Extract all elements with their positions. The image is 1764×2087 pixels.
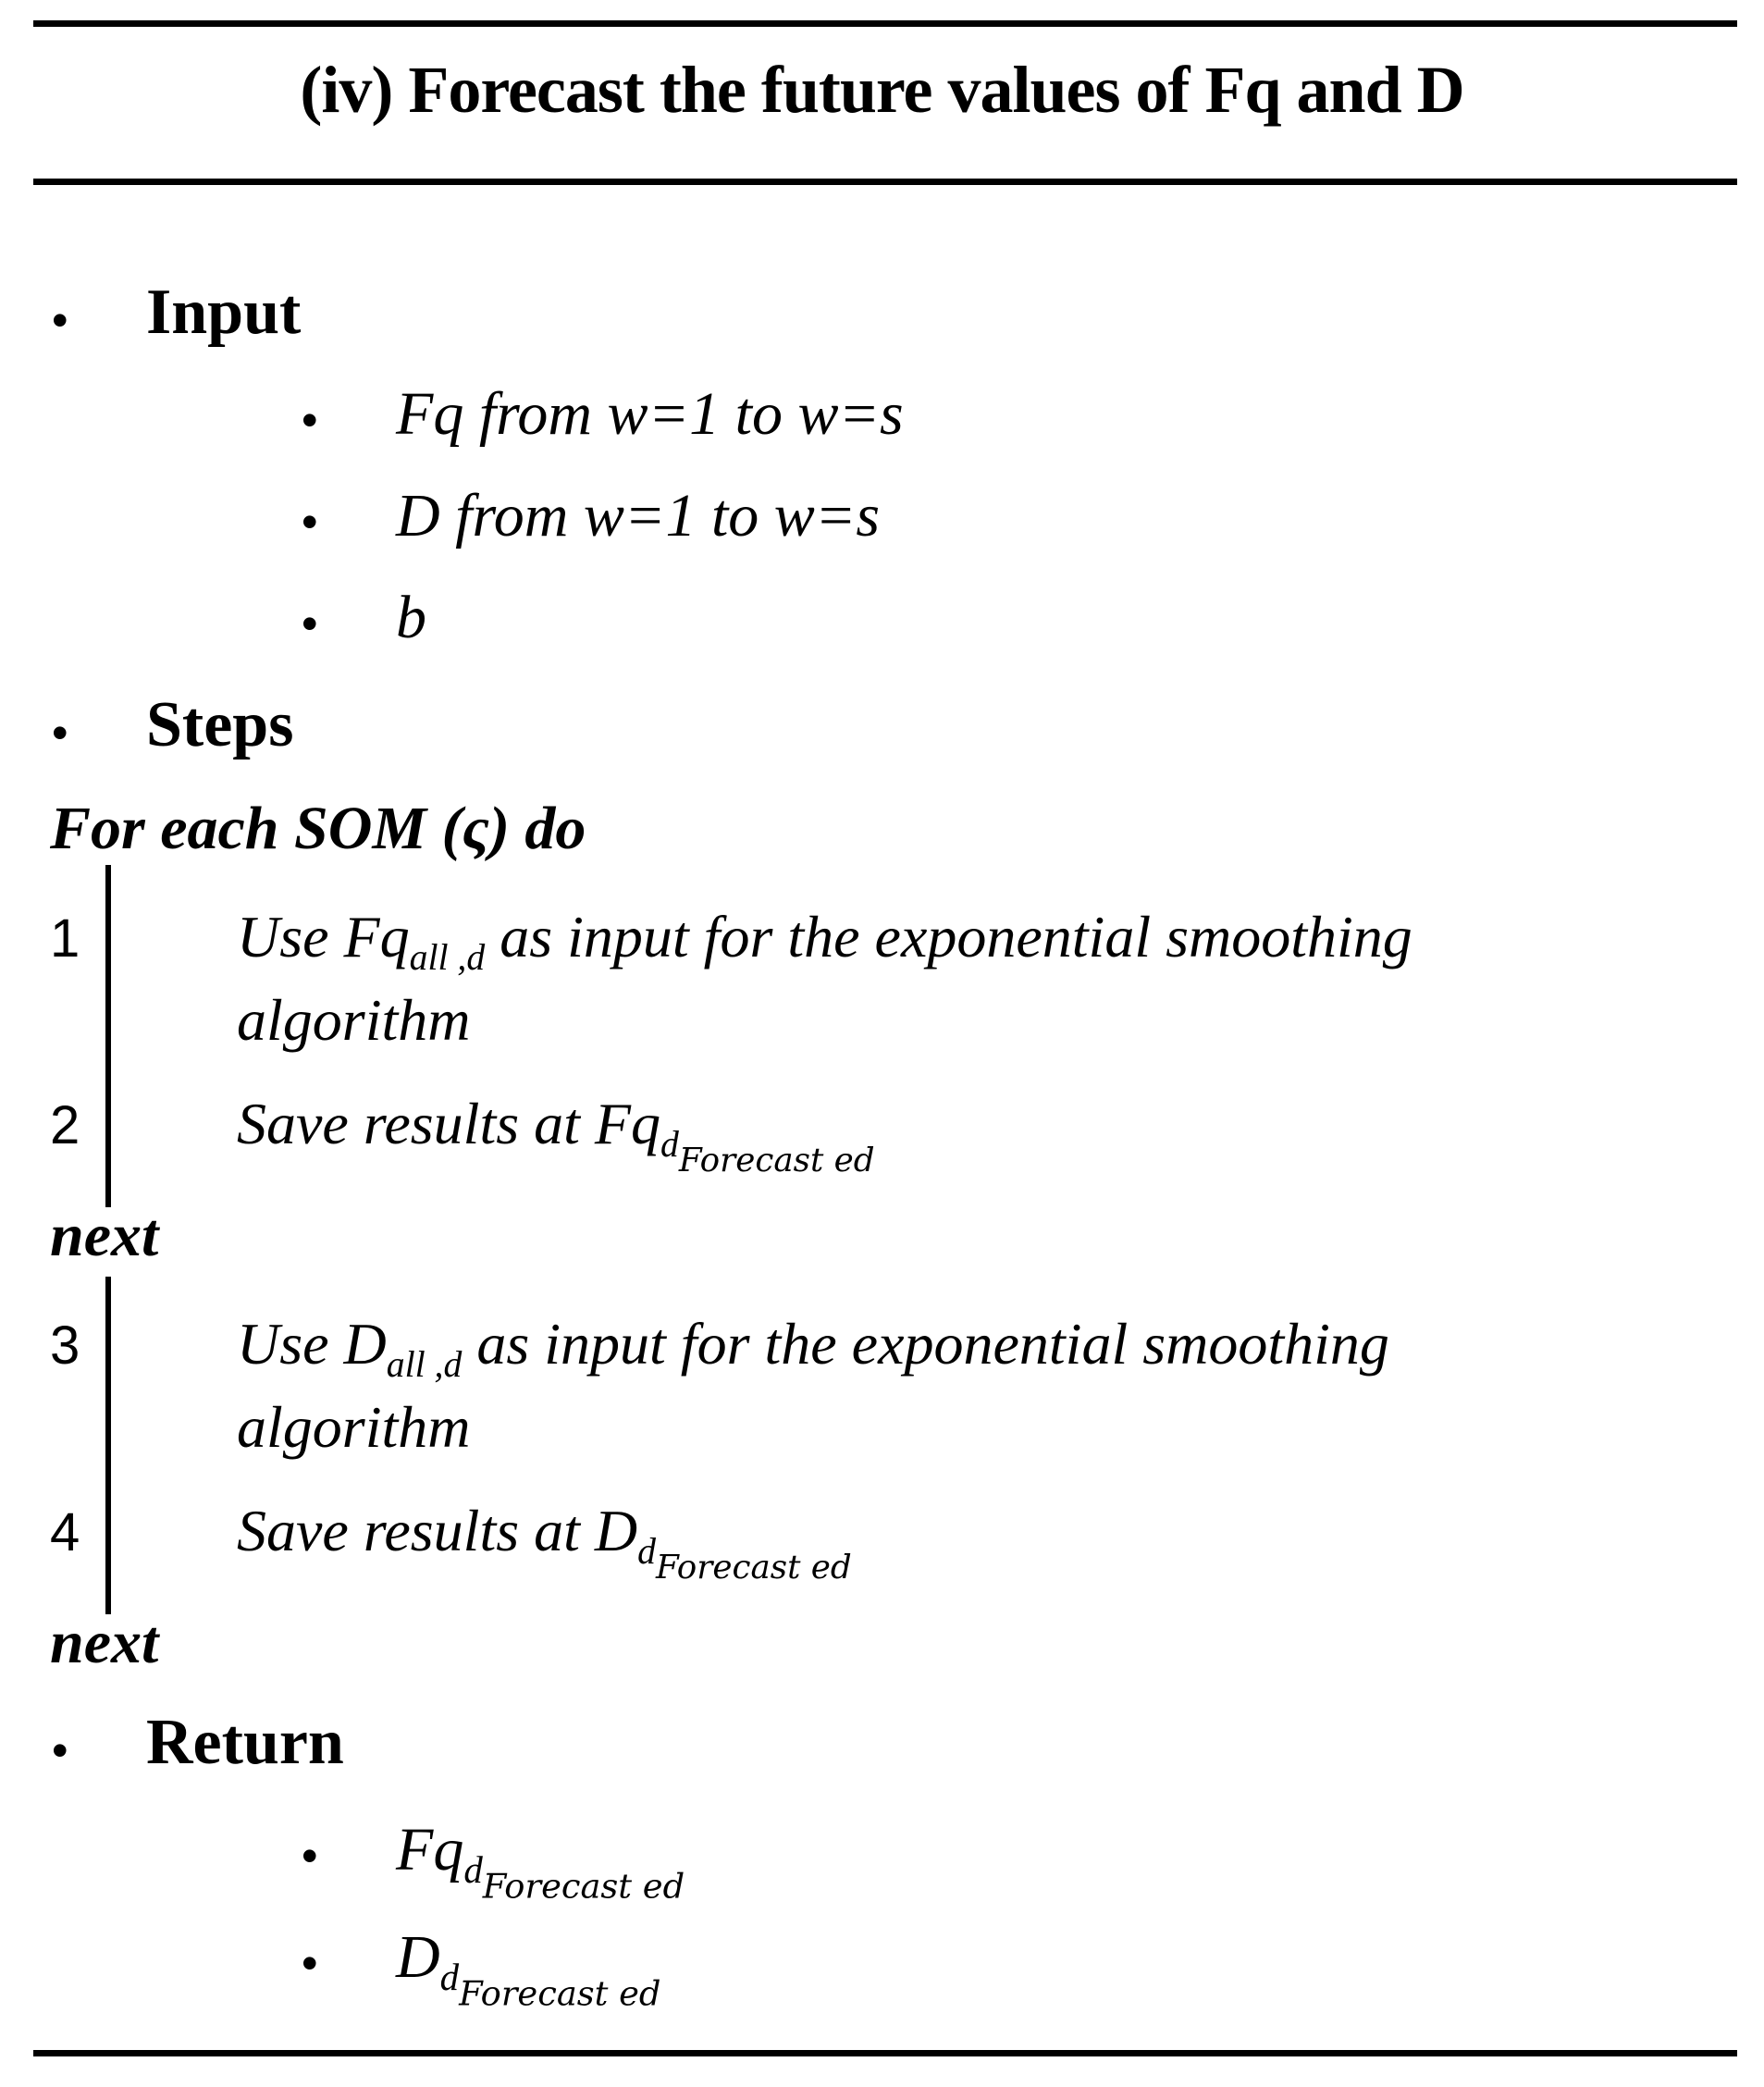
step-number: 1 <box>50 908 80 969</box>
bullet: • <box>302 598 318 649</box>
bullet: • <box>52 1724 68 1776</box>
bullet: • <box>302 496 318 548</box>
step-line: Save results at $D_{d_{Forecast ed}}$ <box>237 1498 852 1587</box>
page-title: (iv) Forecast the future values of Fq and D <box>300 53 1464 127</box>
bullet: • <box>302 1830 318 1882</box>
step-number: 2 <box>50 1095 80 1155</box>
next-keyword: next <box>50 1202 159 1269</box>
step-line: Use $Fq_{all ,d}$ as input for the exponential smoothing <box>237 904 1412 978</box>
return-item: $D_{d_{Forecast ed}}$ <box>396 1923 661 2014</box>
title-rule <box>33 179 1737 185</box>
step-line: Use $D_{all ,d}$ as input for the exponential smoothing <box>237 1311 1389 1385</box>
step-line: Save results at $Fq_{d_{Forecast ed}}$ <box>237 1091 875 1179</box>
loop-bar <box>105 1277 111 1614</box>
input-heading: Input <box>146 277 302 348</box>
step-line-continuation: algorithm <box>237 987 471 1053</box>
step-number: 4 <box>50 1502 80 1562</box>
return-item: $Fq_{d_{Forecast ed}}$ <box>396 1816 685 1907</box>
next-keyword: next <box>50 1609 159 1676</box>
loop-bar <box>105 865 111 1207</box>
input-item: D from w=1 to w=s <box>396 482 881 550</box>
step-line-continuation: algorithm <box>237 1394 471 1460</box>
bullet: • <box>52 294 68 346</box>
bullet: • <box>302 1937 318 1989</box>
top-rule <box>33 20 1737 27</box>
loop-header: For each SOM (ς) do <box>50 795 586 862</box>
bullet: • <box>52 707 68 759</box>
steps-heading: Steps <box>146 689 294 760</box>
bottom-rule <box>33 2050 1737 2056</box>
input-item: b <box>396 584 426 651</box>
return-heading: Return <box>146 1707 344 1778</box>
step-number: 3 <box>50 1315 80 1376</box>
input-item: Fq from w=1 to w=s <box>396 380 904 448</box>
bullet: • <box>302 394 318 446</box>
